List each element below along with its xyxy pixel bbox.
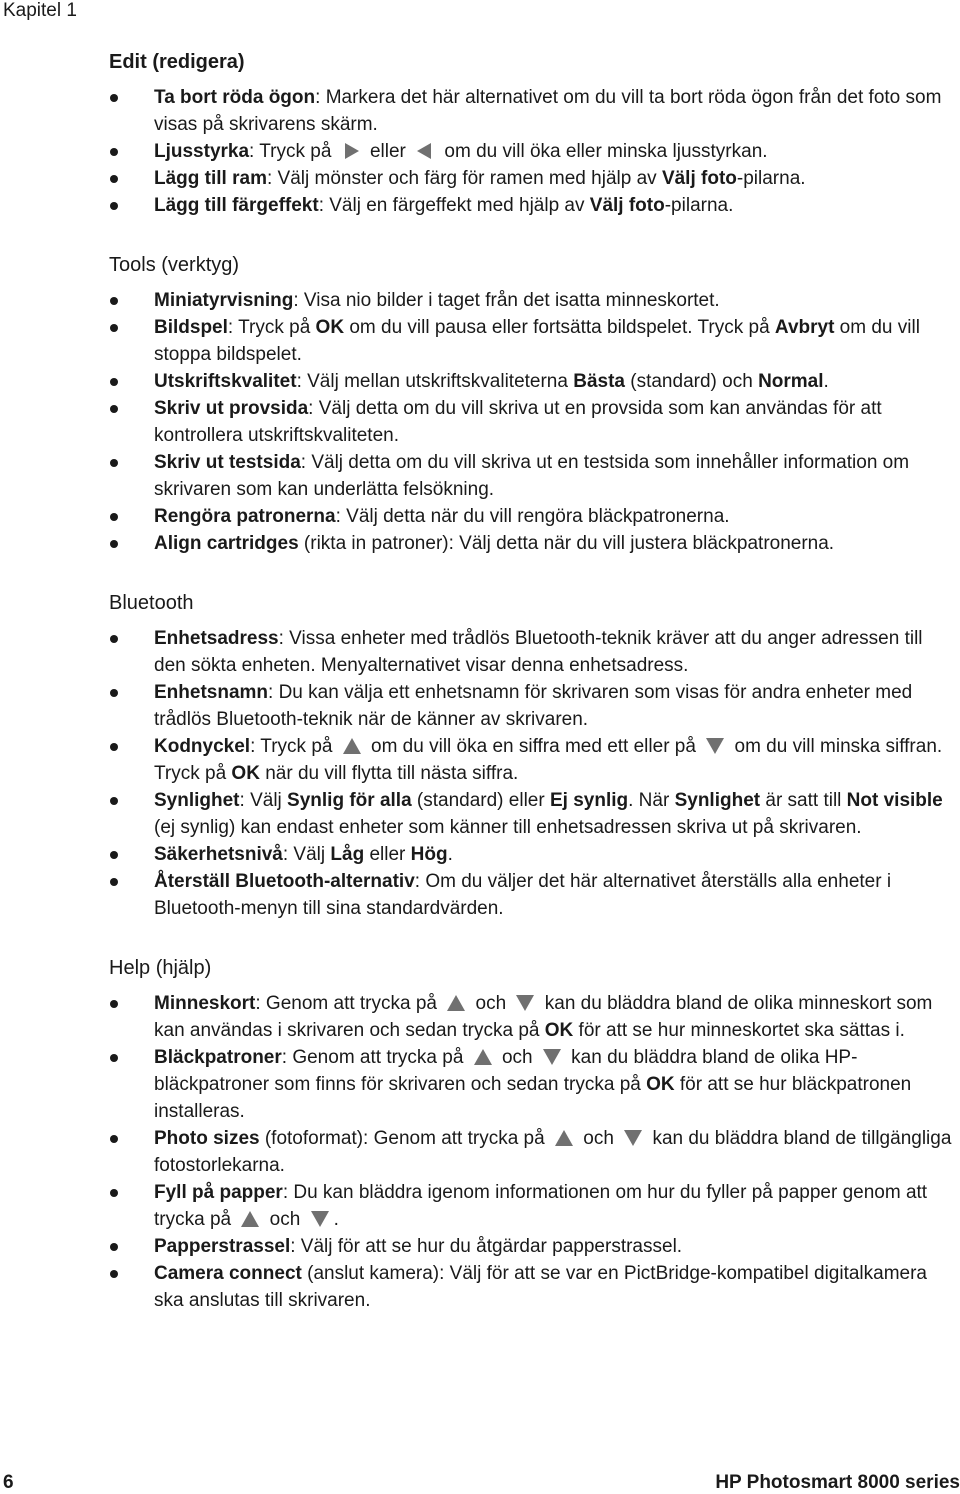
list-item: Miniatyrvisning: Visa nio bilder i taget från det isatta minneskortet.: [109, 287, 954, 314]
down-arrow-icon: [541, 1048, 563, 1066]
up-arrow-icon: [472, 1048, 494, 1066]
right-arrow-icon: [340, 142, 362, 160]
list-item: Photo sizes (fotoformat): Genom att trycka på och kan du bläddra bland de tillgängliga fotostorlekarna.: [109, 1125, 954, 1179]
list-item: Lägg till ram: Välj mönster och färg för ramen med hjälp av Välj foto-pilarna.: [109, 165, 954, 192]
down-arrow-icon: [514, 994, 536, 1012]
up-arrow-icon: [341, 737, 363, 755]
chapter-label: Kapitel 1: [3, 0, 77, 21]
list-item: Camera connect (anslut kamera): Välj för att se var en PictBridge-kompatibel digitalkamera ska anslutas till skrivaren.: [109, 1260, 954, 1314]
bluetooth-list: [109, 625, 954, 922]
help-list: [109, 990, 954, 1314]
list-item: Minneskort: Genom att trycka på och kan du bläddra bland de olika minneskort som kan användas i skrivaren och sedan trycka på OK för att se hur minneskortet ska sättas i.: [109, 990, 954, 1044]
list-item: Återställ Bluetooth-alternativ: Om du väljer det här alternativet återställs alla enheter i Bluetooth-menyn till sina standardvärden.: [109, 868, 954, 922]
footer-product-title: HP Photosmart 8000 series: [715, 1472, 960, 1493]
list-item: Skriv ut testsida: Välj detta om du vill skriva ut en testsida som innehåller information om skrivaren som kan underlätta felsökning.: [109, 449, 954, 503]
list-item: Ta bort röda ögon: Markera det här alternativet om du vill ta bort röda ögon från det foto som visas på skrivarens skärm.: [109, 84, 954, 138]
list-item: Lägg till färgeffekt: Välj en färgeffekt med hjälp av Välj foto-pilarna.: [109, 192, 954, 219]
section-heading-help: Help (hjälp): [109, 957, 212, 979]
down-arrow-icon: [622, 1129, 644, 1147]
list-item: Utskriftskvalitet: Välj mellan utskriftskvaliteterna Bästa (standard) och Normal.: [109, 368, 954, 395]
list-item: Bläckpatroner: Genom att trycka på och kan du bläddra bland de olika HP-bläckpatroner som finns för skrivaren och sedan trycka på OK för att se hur bläckpatronen installeras.: [109, 1044, 954, 1125]
list-item: Enhetsnamn: Du kan välja ett enhetsnamn för skrivaren som visas för andra enheter med trådlös Bluetooth-teknik när de känner av skrivaren.: [109, 679, 954, 733]
up-arrow-icon: [553, 1129, 575, 1147]
list-item: Papperstrassel: Välj för att se hur du åtgärdar papperstrassel.: [109, 1233, 954, 1260]
list-item: Säkerhetsnivå: Välj Låg eller Hög.: [109, 841, 954, 868]
list-item: Enhetsadress: Vissa enheter med trådlös Bluetooth-teknik kräver att du anger adressen till den sökta enheten. Menyalternativet visar denna enhetsadress.: [109, 625, 954, 679]
section-heading-bluetooth: Bluetooth: [109, 592, 194, 614]
list-item: Skriv ut provsida: Välj detta om du vill skriva ut en provsida som kan användas för att kontrollera utskriftskvaliteten.: [109, 395, 954, 449]
list-item: Bildspel: Tryck på OK om du vill pausa eller fortsätta bildspelet. Tryck på Avbryt om du vill stoppa bildspelet.: [109, 314, 954, 368]
up-arrow-icon: [239, 1210, 261, 1228]
tools-list: [109, 287, 954, 557]
section-heading-edit: Edit (redigera): [109, 51, 245, 73]
section-heading-tools: Tools (verktyg): [109, 254, 240, 276]
down-arrow-icon: [704, 737, 726, 755]
page-content: [109, 50, 954, 1348]
left-arrow-icon: [414, 142, 436, 160]
list-item: Rengöra patronerna: Välj detta när du vill rengöra bläckpatronerna.: [109, 503, 954, 530]
list-item: Align cartridges (rikta in patroner): Välj detta när du vill justera bläckpatronerna.: [109, 530, 954, 557]
up-arrow-icon: [445, 994, 467, 1012]
down-arrow-icon: [309, 1210, 331, 1228]
list-item: Kodnyckel: Tryck på om du vill öka en siffra med ett eller på om du vill minska siffran. Tryck på OK när du vill flytta till nästa siffra.: [109, 733, 954, 787]
edit-list: [109, 84, 954, 219]
list-item: Fyll på papper: Du kan bläddra igenom informationen om hur du fyller på papper genom att trycka på och .: [109, 1179, 954, 1233]
page-number: 6: [3, 1472, 14, 1493]
list-item: Synlighet: Välj Synlig för alla (standard) eller Ej synlig. När Synlighet är satt till Not visible (ej synlig) kan endast enheter som känner till enhetsadressen skriva ut på skrivaren.: [109, 787, 954, 841]
list-item: Ljusstyrka: Tryck på eller om du vill öka eller minska ljusstyrkan.: [109, 138, 954, 165]
